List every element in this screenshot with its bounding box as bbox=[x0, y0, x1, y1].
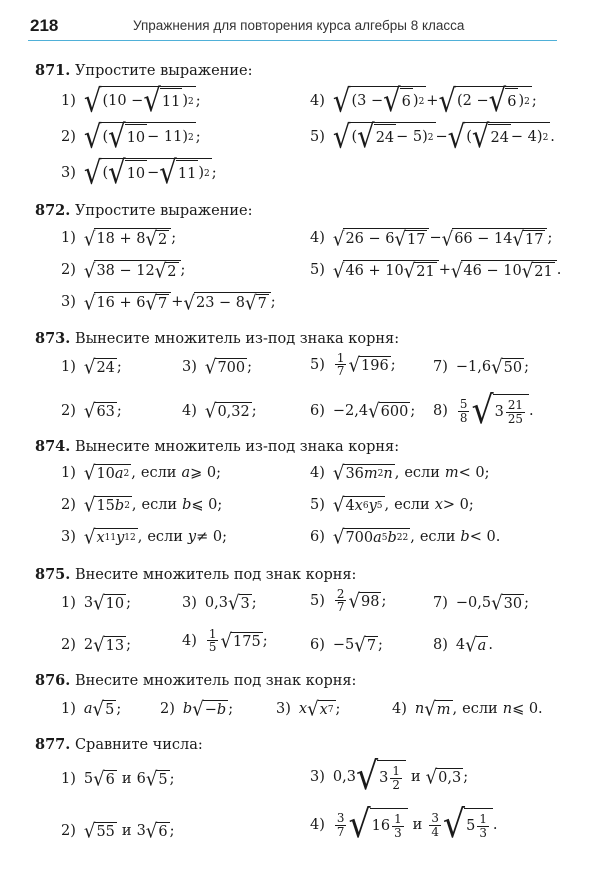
running-title: Упражнения для повторения курса алгебры 8 класса bbox=[133, 18, 465, 33]
ex871-item5: 5) √ ( √ 24 − 5) 2 − √ ( √ 24 − 4) 2 . bbox=[310, 118, 555, 156]
ex874-item1: 1) √ 10 a 2 , если a ⩾ 0; bbox=[61, 461, 221, 485]
ex875-item6: 6) −5 √ 7 ; bbox=[310, 633, 383, 657]
ex873-item6: 6) −2,4 √ 600 ; bbox=[310, 399, 416, 423]
ex871-item4: 4) √ (3 − √ 6 ) 2 + √ (2 − √ 6 ) 2 ; bbox=[310, 82, 537, 120]
ex875-item1: 1) 3 √ 10 ; bbox=[61, 591, 132, 615]
ex877-item2: 2) √ 55 и 3 √ 6 ; bbox=[61, 819, 175, 843]
ex874-item4: 4) √ 36 m 2 n , если m < 0; bbox=[310, 461, 490, 485]
exercise-874-title: 874. Вынесите множитель из-под знака корня: bbox=[35, 438, 400, 455]
ex876-item3: 3) x √ x 7 ; bbox=[276, 697, 341, 721]
ex873-item3: 3) √ 700 ; bbox=[182, 355, 253, 379]
ex871-item3: 3) √ ( √ 10 − √ 11 ) 2 ; bbox=[61, 154, 217, 192]
ex872-item5: 5) √ 46 + 10 √ 21 + √ 46 − 10 √ 21 . bbox=[310, 259, 562, 283]
ex876-item4: 4) n √ m , если n ⩽ 0. bbox=[392, 697, 543, 721]
ex877-item1: 1) 5 √ 6 и 6 √ 5 ; bbox=[61, 767, 175, 791]
ex873-item2: 2) √ 63 ; bbox=[61, 399, 122, 423]
ex873-item7: 7) −1,6 √ 50 ; bbox=[433, 355, 529, 379]
exercise-873-title: 873. Вынесите множитель из-под знака корня: bbox=[35, 330, 400, 347]
ex872-item1: 1) √ 18 + 8 √ 2 ; bbox=[61, 227, 177, 251]
ex875-item4: 4) $\frac{1}{5}$ √ 175 ; bbox=[182, 627, 268, 655]
ex876-item1: 1) a √ 5 ; bbox=[61, 697, 122, 721]
ex874-item6: 6) √ 700 a 5 b 22 , если b < 0. bbox=[310, 525, 501, 549]
ex875-item5: 5) $\frac{2}{7}$ √ 98 ; bbox=[310, 587, 387, 615]
ex872-item4: 4) √ 26 − 6 √ 17 − √ 66 − 14 √ 17 ; bbox=[310, 227, 553, 251]
ex875-item2: 2) 2 √ 13 ; bbox=[61, 633, 132, 657]
ex874-item3: 3) √ x 11 y 12 , если y ≠ 0; bbox=[61, 525, 227, 549]
header-rule bbox=[28, 40, 557, 41]
ex875-item7: 7) −0,5 √ 30 ; bbox=[433, 591, 529, 615]
exercise-871-title: 871. Упростите выражение: bbox=[35, 62, 253, 79]
ex876-item2: 2) b √ − b ; bbox=[160, 697, 234, 721]
ex874-item5: 5) √ 4 x 6 y 5 , если x > 0; bbox=[310, 493, 474, 517]
ex872-item2: 2) √ 38 − 12 √ 2 ; bbox=[61, 259, 186, 283]
ex875-item8: 8) 4 √ a . bbox=[433, 633, 493, 657]
exercise-875-title: 875. Внесите множитель под знак корня: bbox=[35, 566, 357, 583]
ex873-item5: 5) $\frac{1}{7}$ √ 196 ; bbox=[310, 351, 396, 379]
ex873-item1: 1) √ 24 ; bbox=[61, 355, 122, 379]
page-header bbox=[0, 10, 595, 44]
exercise-876-title: 876. Внесите множитель под знак корня: bbox=[35, 672, 357, 689]
ex871-item2: 2) √ ( √ 10 − 11) 2 ; bbox=[61, 118, 201, 156]
page-number: 218 bbox=[30, 16, 59, 35]
ex874-item2: 2) √ 15 b 2 , если b ⩽ 0; bbox=[61, 493, 223, 517]
ex873-item4: 4) √ 0,32 ; bbox=[182, 399, 257, 423]
exercise-872-title: 872. Упростите выражение: bbox=[35, 202, 253, 219]
ex871-item1: 1) √ (10 − √ 11 ) 2 ; bbox=[61, 82, 201, 120]
ex875-item3: 3) 0,3 √ 3 ; bbox=[182, 591, 257, 615]
ex877-item3: 3) 0,3 √ 3 $\frac{1}{2}$ и √ 0,3 ; bbox=[310, 754, 469, 799]
ex872-item3: 3) √ 16 + 6 √ 7 + √ 23 − 8 √ 7 ; bbox=[61, 291, 276, 315]
ex873-item8: 8) $\frac{5}{8}$ √ 3 $\frac{21}{25}$ . bbox=[433, 388, 534, 433]
ex877-item4: 4) $\frac{3}{7}$ √ 16 $\frac{1}{3}$ и $\frac{3}{4}$ √ 5 $\frac{1}{3}$ . bbox=[310, 802, 498, 847]
exercise-877-title: 877. Сравните числа: bbox=[35, 736, 203, 753]
